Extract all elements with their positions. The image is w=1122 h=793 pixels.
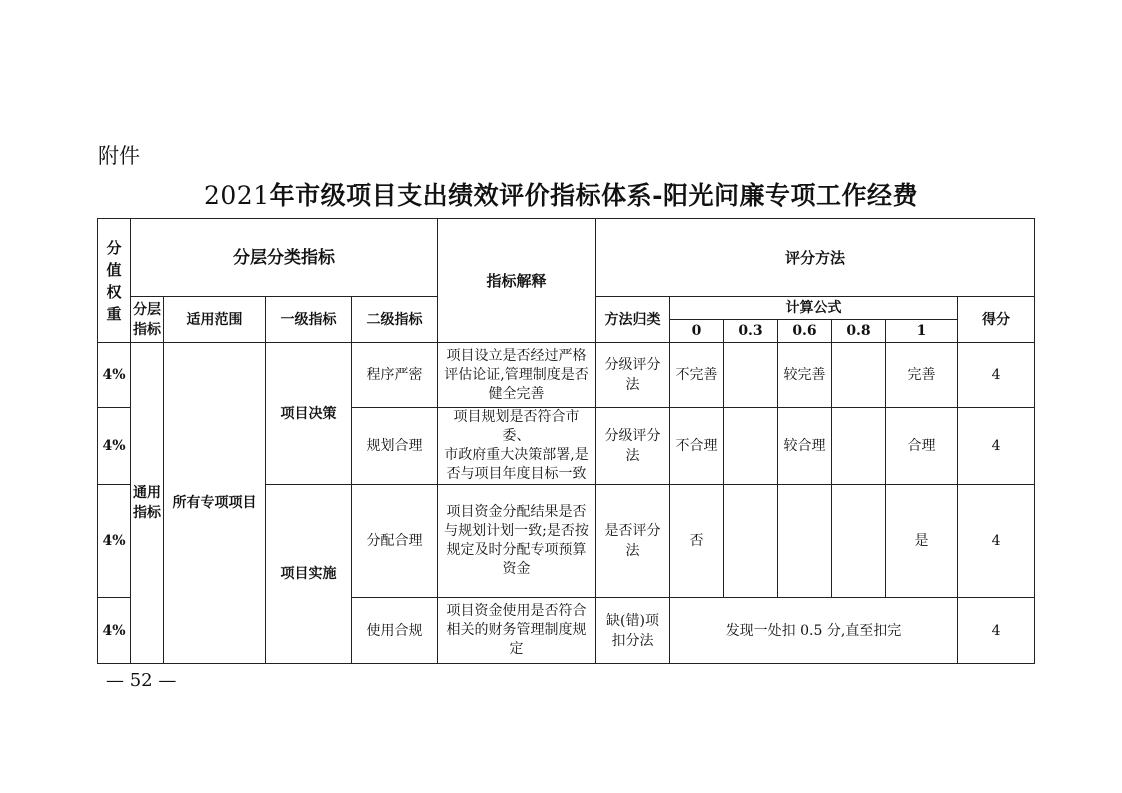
explanation-line: 健全完善 — [488, 385, 545, 402]
group-tier — [131, 343, 164, 664]
header-tier-line: 指标 — [133, 321, 161, 338]
header-method-type: 方法归类 — [596, 297, 670, 343]
header-weight-char: 分 — [106, 238, 122, 257]
row-method — [596, 485, 670, 598]
explanation-line: 否与项目年度目标一致 — [446, 466, 587, 482]
header-formula: 计算公式 — [670, 297, 958, 320]
row-value-0-3 — [724, 408, 778, 485]
method-line: 法 — [625, 543, 640, 559]
header-explanation: 指标解释 — [438, 219, 596, 343]
group-level1-decision: 项目决策 — [266, 343, 352, 485]
explanation-line: 相关的财务管理制度规 — [446, 622, 587, 638]
row-value-0-8 — [832, 485, 886, 598]
method-line: 分级评分 — [604, 428, 661, 444]
row-value-0-6: 较完善 — [778, 343, 832, 408]
header-scoring-method: 评分方法 — [596, 219, 1035, 297]
indicator-table — [97, 218, 1035, 664]
header-classification: 分层分类指标 — [131, 219, 438, 297]
explanation-line: 规定及时分配专项预算 — [446, 542, 587, 558]
header-level-0-8: 0.8 — [832, 320, 886, 343]
explanation-line: 定 — [509, 641, 524, 657]
row-explanation — [438, 598, 596, 664]
row-explanation — [438, 408, 596, 485]
header-level-0: 0 — [670, 320, 724, 343]
row-value-0-6 — [778, 485, 832, 598]
explanation-line: 项目规划是否符合市委、 — [453, 409, 580, 444]
row-value-0-8 — [832, 408, 886, 485]
page-title — [0, 176, 1122, 212]
row-value-1: 是 — [886, 485, 958, 598]
row-explanation — [438, 485, 596, 598]
row-method — [596, 343, 670, 408]
row-level2: 规划合理 — [352, 408, 438, 485]
row-method — [596, 598, 670, 664]
row-value-0-6: 较合理 — [778, 408, 832, 485]
row-value-0: 否 — [670, 485, 724, 598]
header-tier-indicator — [131, 297, 164, 343]
row-value-0: 不完善 — [670, 343, 724, 408]
title-main: 年市级项目支出绩效评价指标体系-阳光问廉专项工作经费 — [269, 181, 918, 210]
group-tier-line: 指标 — [133, 505, 161, 521]
method-line: 扣分法 — [611, 632, 654, 649]
row-weight: 4% — [98, 598, 131, 664]
row-weight: 4% — [98, 408, 131, 485]
row-level2: 使用合规 — [352, 598, 438, 664]
title-year: 2021 — [203, 181, 270, 210]
method-line: 分级评分 — [604, 357, 661, 373]
explanation-line: 资金 — [502, 561, 531, 577]
row-merged-formula: 发现一处扣 0.5 分,直至扣完 — [670, 598, 958, 664]
table-row — [98, 343, 1035, 408]
method-line: 缺(错)项 — [606, 612, 659, 629]
row-value-0: 不合理 — [670, 408, 724, 485]
method-line: 法 — [625, 377, 640, 393]
header-level2: 二级指标 — [352, 297, 438, 343]
group-level1-implementation: 项目实施 — [266, 485, 352, 664]
row-value-0-3 — [724, 343, 778, 408]
row-score: 4 — [958, 485, 1035, 598]
attachment-label: 附件 — [98, 144, 140, 168]
row-level2: 程序严密 — [352, 343, 438, 408]
row-explanation — [438, 343, 596, 408]
header-weight — [98, 219, 131, 343]
page-number: — 52 — — [106, 670, 177, 691]
explanation-line: 项目设立是否经过严格 — [446, 347, 587, 364]
row-method — [596, 408, 670, 485]
row-weight: 4% — [98, 485, 131, 598]
group-tier-line: 通用 — [133, 485, 161, 501]
explanation-line: 项目资金分配结果是否 — [446, 504, 587, 520]
row-score: 4 — [958, 408, 1035, 485]
row-weight: 4% — [98, 343, 131, 408]
row-level2: 分配合理 — [352, 485, 438, 598]
method-line: 是否评分 — [604, 523, 661, 539]
header-weight-char: 权 — [106, 282, 122, 301]
header-weight-char: 重 — [106, 304, 122, 323]
explanation-line: 与规划计划一致;是否按 — [444, 523, 589, 539]
explanation-line: 市政府重大决策部署,是 — [444, 447, 589, 463]
row-score: 4 — [958, 343, 1035, 408]
method-line: 法 — [625, 448, 640, 464]
header-weight-char: 值 — [106, 260, 122, 279]
header-level-0-6: 0.6 — [778, 320, 832, 343]
explanation-line: 项目资金使用是否符合 — [446, 603, 587, 619]
header-level-1: 1 — [886, 320, 958, 343]
row-value-1: 合理 — [886, 408, 958, 485]
header-scope: 适用范围 — [164, 297, 266, 343]
header-level1: 一级指标 — [266, 297, 352, 343]
row-value-1: 完善 — [886, 343, 958, 408]
header-score: 得分 — [958, 297, 1035, 343]
header-level-0-3: 0.3 — [724, 320, 778, 343]
explanation-line: 评估论证,管理制度是否 — [444, 366, 589, 383]
row-value-0-3 — [724, 485, 778, 598]
header-tier-line: 分层 — [133, 301, 161, 318]
group-scope: 所有专项项目 — [164, 343, 266, 664]
row-score: 4 — [958, 598, 1035, 664]
row-value-0-8 — [832, 343, 886, 408]
